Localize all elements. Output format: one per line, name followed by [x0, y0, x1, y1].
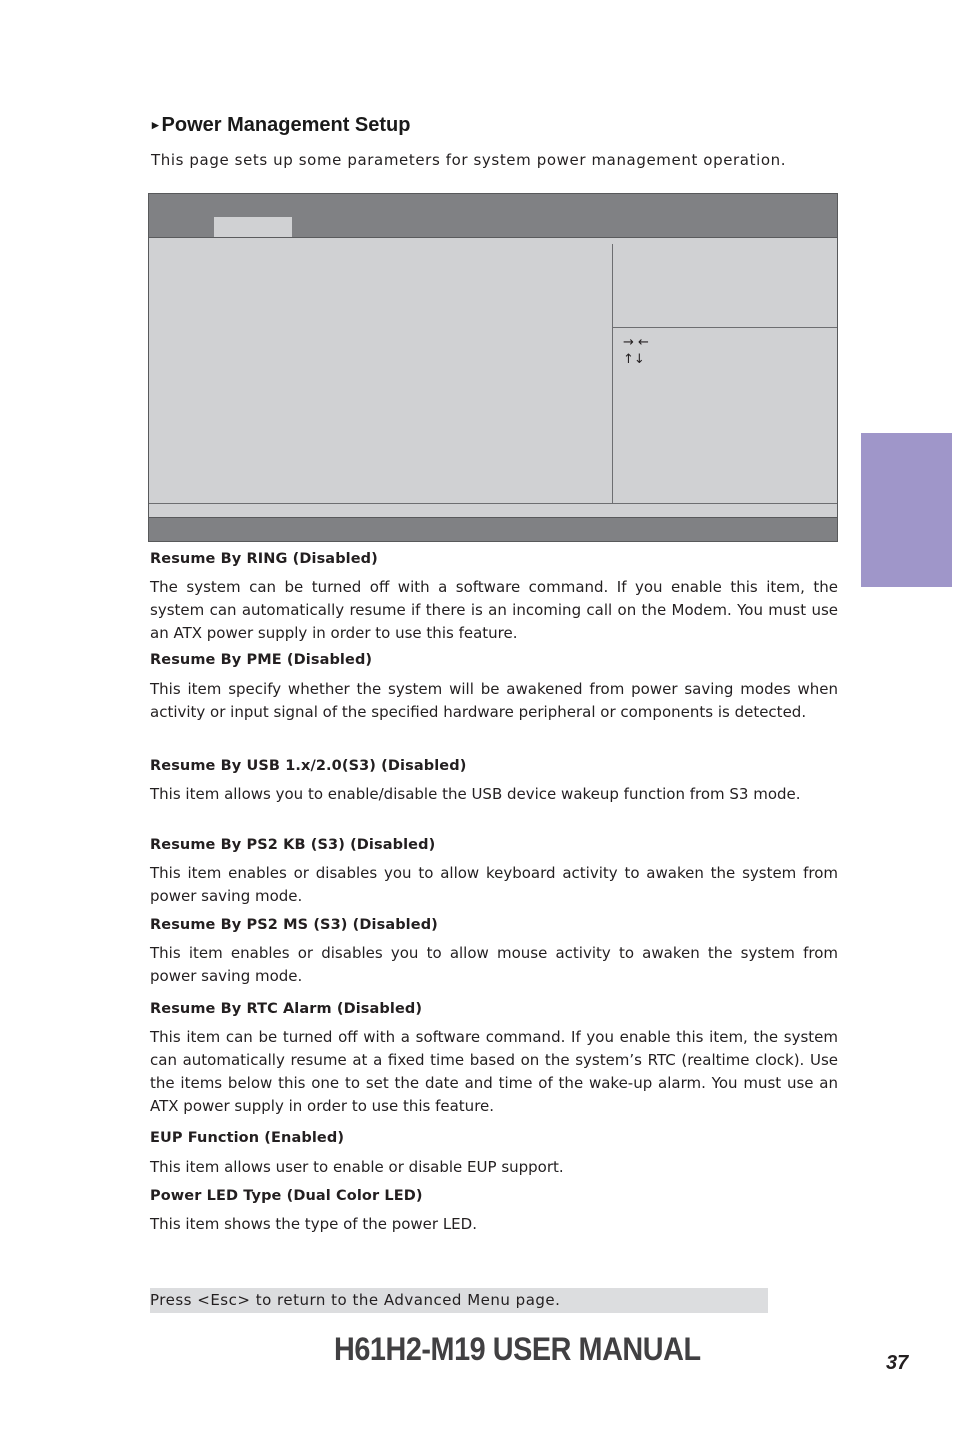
left-right-arrows-icon: → ← — [623, 335, 649, 350]
item-heading: EUP Function (Enabled) — [150, 1130, 345, 1146]
item-heading: Resume By RTC Alarm (Disabled) — [150, 1001, 423, 1017]
bios-help-divider — [613, 327, 837, 328]
chapter-side-tab — [861, 433, 952, 587]
item-heading: Resume By USB 1.x/2.0(S3) (Disabled) — [150, 758, 467, 774]
item-description: This item allows user to enable or disable EUP support. — [150, 1158, 564, 1176]
bios-bottom-bar — [149, 517, 837, 541]
esc-note: Press <Esc> to return to the Advanced Menu page. — [150, 1288, 768, 1313]
item-description: This item can be turned off with a software command. If you enable this item, the system can automatically resume at a fixed time based on the system’s RTC (realtime clock). Use the items below this one to set the date and time of the wake-up alarm. You must use an ATX power supply in order to use this feature. — [150, 1028, 838, 1115]
item-description: This item enables or disables you to allow mouse activity to awaken the system from power saving mode. — [150, 944, 838, 985]
section-heading — [152, 114, 410, 137]
item-heading: Power LED Type (Dual Color LED) — [150, 1188, 423, 1204]
item-description: The system can be turned off with a software command. If you enable this item, the system can automatically resume if there is an incoming call on the Modem. You must use an ATX power supply in order to use this feature. — [150, 578, 838, 642]
item-heading: Resume By PS2 KB (S3) (Disabled) — [150, 837, 436, 853]
bios-nav-keys — [623, 334, 649, 368]
bios-panel-divider — [612, 244, 613, 503]
bios-screen-mockup — [148, 193, 838, 542]
item-heading: Resume By RING (Disabled) — [150, 551, 378, 567]
page-number: 37 — [886, 1352, 909, 1374]
item-description: This item specify whether the system will be awakened from power saving modes when activity or input signal of the specified hardware peripheral or components is detected. — [150, 680, 838, 721]
item-description: This item enables or disables you to allow keyboard activity to awaken the system from power saving mode. — [150, 864, 838, 905]
up-down-arrows-icon: ↑↓ — [623, 352, 645, 367]
bios-bottom-divider — [149, 503, 837, 504]
item-heading: Resume By PME (Disabled) — [150, 652, 373, 668]
item-description: This item allows you to enable/disable the USB device wakeup function from S3 mode. — [150, 785, 801, 803]
bios-top-divider — [149, 237, 837, 238]
section-intro: This page sets up some parameters for system power management operation. — [151, 151, 787, 169]
triangle-bullet-icon: ▸ — [152, 117, 159, 132]
item-heading: Resume By PS2 MS (S3) (Disabled) — [150, 917, 438, 933]
item-description: This item shows the type of the power LED. — [150, 1215, 477, 1233]
section-title: Power Management Setup — [161, 114, 411, 136]
bios-active-tab — [214, 217, 292, 237]
manual-title: H61H2-M19 USER MANUAL — [334, 1331, 701, 1367]
